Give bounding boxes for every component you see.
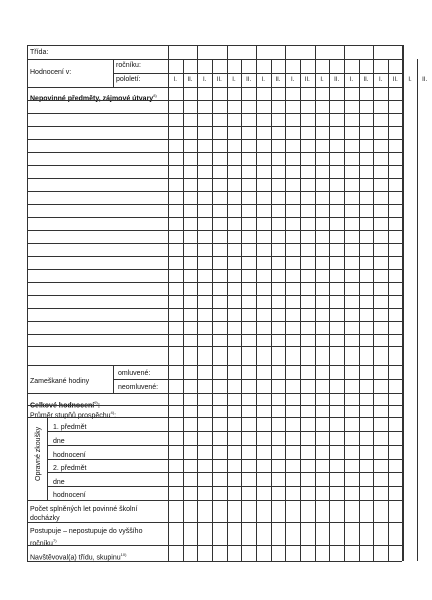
grid-row-line (47, 472, 402, 473)
grid-row-line (27, 295, 402, 296)
grid-col-line (417, 59, 418, 561)
grid-col-line (285, 45, 286, 561)
semester-label-cell: II. (392, 77, 398, 83)
grid-col-line (113, 59, 114, 87)
grid-row-line (27, 405, 402, 406)
overall-label: Celkové hodnocení (30, 402, 95, 410)
grid-row-line (27, 417, 402, 418)
unexcused-label: neomluvené: (118, 384, 159, 391)
retake-exams-label: Opravné zkoušky (35, 426, 42, 481)
advancing-note: 7) (52, 538, 57, 543)
semester-label-cell: I. (349, 77, 353, 83)
grid-col-line (271, 59, 272, 561)
semester-label: pololetí: (116, 76, 141, 83)
semester-label-cell: II. (422, 77, 428, 83)
grid-border-bottom (27, 561, 402, 562)
grid-row-line (27, 204, 402, 205)
grid-row-line (27, 165, 402, 166)
optional-subjects-label: Nepovinné předměty, zájmové útvary (30, 95, 154, 103)
semester-label-cell: II. (187, 77, 193, 83)
grid-row-line (27, 230, 402, 231)
grid-row-line (27, 59, 402, 60)
evaluation-label: Hodnocení v: (30, 69, 72, 76)
average-note: 4) (110, 410, 115, 415)
grid-row-line (27, 321, 402, 322)
semester-label-cell: I. (232, 77, 236, 83)
semester-label-cell: I. (202, 77, 207, 83)
grid-col-line (388, 59, 389, 561)
grid-row-line (27, 191, 402, 192)
grid-row-line (27, 126, 402, 127)
grid-col-line (47, 417, 48, 500)
advancing-label: Postupuje – nepostupuje do vyššího ročníku (30, 528, 143, 548)
average-label: Průměr stupňů prospěchu (30, 412, 111, 420)
grid-row-line (27, 545, 402, 546)
grid-row-line (47, 486, 402, 487)
average-suffix: : (114, 412, 117, 420)
grid-col-line (373, 45, 374, 561)
retake-subject-1: 1. předmět (53, 424, 87, 431)
average-grade-row (30, 408, 116, 420)
grid-row-line (47, 431, 402, 432)
grid-row-line (27, 152, 402, 153)
semester-label-cell: I. (290, 77, 295, 83)
semester-label-cell: I. (320, 77, 324, 83)
attended-label: Navštěvoval(a) třídu, skupinu (30, 554, 121, 562)
grid-row-line (27, 522, 402, 523)
grid-row-line (27, 178, 402, 179)
grid-col-line (329, 59, 330, 561)
grid-row-line (47, 445, 402, 446)
semester-label-cell: II. (334, 77, 340, 83)
semester-label-cell: I. (261, 77, 265, 83)
semester-label-cell: I. (408, 77, 412, 83)
grid-col-line (197, 45, 198, 561)
grid-row-line (27, 500, 402, 501)
semester-label-cell: II. (216, 77, 222, 83)
semester-label-cell: II. (246, 77, 252, 83)
retake-grade-2: hodnocení (53, 492, 86, 499)
compulsory-years-label: Počet splněných let povinné školní docházky (30, 506, 138, 522)
semester-label-cell: I. (379, 77, 383, 83)
grid-col-line (344, 45, 345, 561)
semester-label-cell: II. (275, 77, 281, 83)
grid-col-line (168, 45, 169, 561)
grid-row-line (47, 459, 402, 460)
grid-row-line (27, 346, 402, 347)
retake-day-1: dne (53, 438, 65, 445)
grid-row-line (27, 365, 402, 366)
retake-day-2: dne (53, 479, 65, 486)
grid-row-line (27, 282, 402, 283)
grid-col-line (227, 45, 228, 561)
grid-row-line (27, 100, 402, 101)
grid-row-line (27, 256, 402, 257)
excused-label: omluvené: (118, 370, 151, 377)
grid-border-top (27, 45, 402, 46)
year-label: ročníku: (116, 62, 141, 69)
overall-note: 9) (94, 400, 98, 405)
grid-row-line (27, 243, 402, 244)
semester-label-cell: I. (173, 77, 177, 83)
grid-col-line (256, 45, 257, 561)
grid-row-line (27, 269, 402, 270)
grid-row-line (27, 393, 402, 394)
class-label: Třída: (30, 49, 49, 56)
grid-col-line (300, 59, 301, 561)
grid-row-line (27, 113, 402, 114)
grid-row-line (27, 334, 402, 335)
retake-grade-1: hodnocení (53, 452, 86, 459)
grid-col-line (241, 59, 242, 561)
grid-col-line (315, 45, 316, 561)
semester-label-cell: II. (363, 77, 369, 83)
grid-row-line (27, 217, 402, 218)
grid-col-line (403, 45, 404, 561)
grid-col-line (113, 365, 114, 393)
report-form-table (27, 45, 428, 562)
grid-col-line (212, 59, 213, 561)
grid-col-line (359, 59, 360, 561)
retake-subject-2: 2. předmět (53, 465, 87, 472)
grid-row-line (27, 87, 402, 88)
overall-suffix: : (97, 402, 101, 410)
missed-hours-label: Zameškané hodiny (30, 378, 90, 385)
grid-row-line (27, 308, 402, 309)
optional-subjects-note: 8) (153, 93, 157, 98)
grid-row-line (27, 139, 402, 140)
optional-subjects-heading (30, 91, 157, 103)
grid-col-line (183, 59, 184, 561)
grid-border-left (27, 45, 28, 561)
semester-label-cell: II. (304, 77, 310, 83)
attended-note: 10) (120, 552, 127, 557)
